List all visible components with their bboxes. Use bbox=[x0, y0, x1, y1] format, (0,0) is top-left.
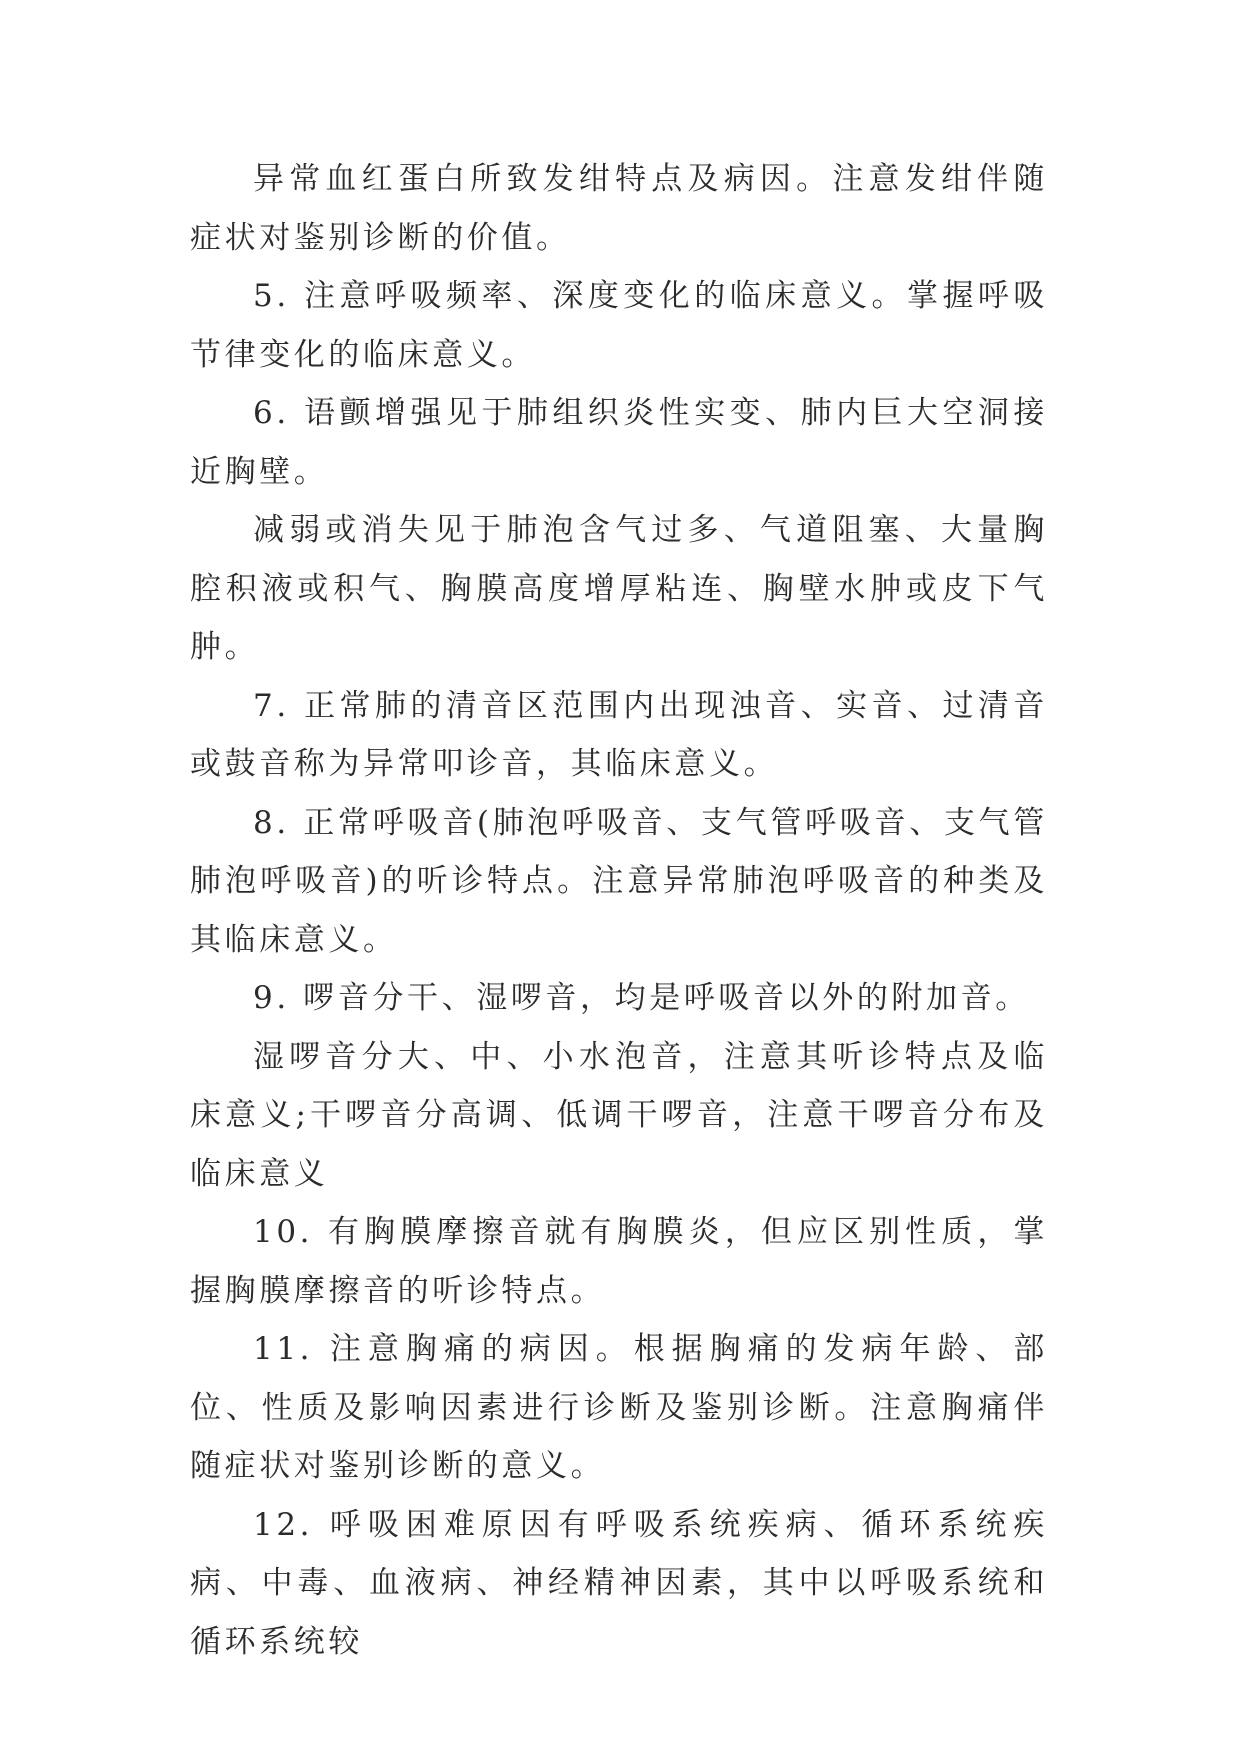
paragraph-fremitus-decrease: 减弱或消失见于肺泡含气过多、气道阻塞、大量胸腔积液或积气、胸膜高度增厚粘连、胸壁水肿或皮下气肿。 bbox=[190, 512, 1048, 665]
paragraph-item-9: 9. 啰音分干、湿啰音，均是呼吸音以外的附加音。 bbox=[253, 980, 1030, 1016]
paragraph-rales-detail: 湿啰音分大、中、小水泡音，注意其听诊特点及临床意义;干啰音分高调、低调干啰音，注意干啰音分布及临床意义 bbox=[190, 1038, 1048, 1192]
paragraph-item-5: 5. 注意呼吸频率、深度变化的临床意义。掌握呼吸节律变化的临床意义。 bbox=[190, 278, 1048, 373]
paragraph-item-7: 7. 正常肺的清音区范围内出现浊音、实音、过清音或鼓音称为异常叩诊音，其临床意义。 bbox=[190, 687, 1048, 782]
paragraph-cyanosis-cause: 异常血红蛋白所致发绀特点及病因。注意发绀伴随症状对鉴别诊断的价值。 bbox=[190, 161, 1048, 256]
paragraph-item-10: 10. 有胸膜摩擦音就有胸膜炎，但应区别性质，掌握胸膜摩擦音的听诊特点。 bbox=[190, 1214, 1048, 1309]
paragraph-item-8: 8. 正常呼吸音(肺泡呼吸音、支气管呼吸音、支气管肺泡呼吸音)的听诊特点。注意异常肺泡呼吸音的种类及其临床意义。 bbox=[190, 804, 1048, 958]
document-body bbox=[190, 150, 1048, 1671]
paragraph-item-6: 6. 语颤增强见于肺组织炎性实变、肺内巨大空洞接近胸壁。 bbox=[190, 395, 1048, 490]
paragraph-item-11: 11. 注意胸痛的病因。根据胸痛的发病年龄、部位、性质及影响因素进行诊断及鉴别诊断。注意胸痛伴随症状对鉴别诊断的意义。 bbox=[190, 1331, 1048, 1484]
paragraph-item-12: 12. 呼吸困难原因有呼吸系统疾病、循环系统疾病、中毒、血液病、神经精神因素，其中以呼吸系统和循环系统较 bbox=[190, 1506, 1048, 1660]
